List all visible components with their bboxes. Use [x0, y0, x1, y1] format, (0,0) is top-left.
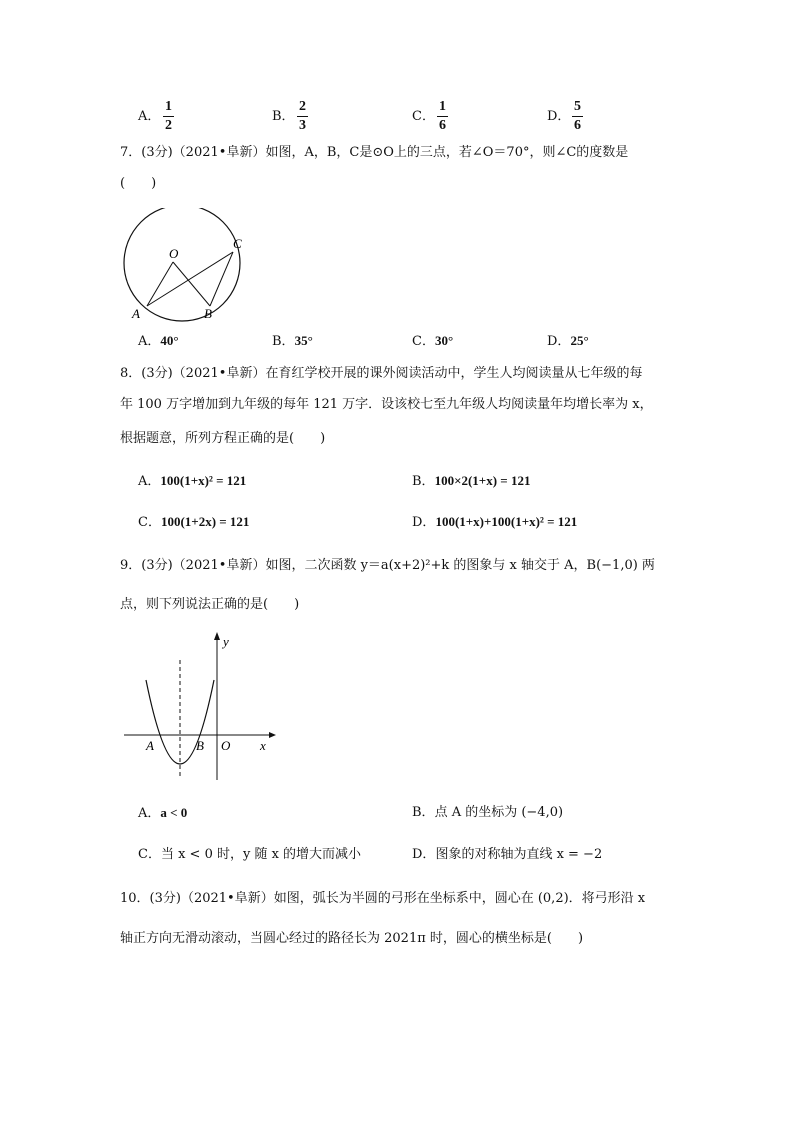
q9-option-c-value: 当 x < 0 时，y 随 x 的增大而减小 — [160, 847, 362, 862]
q6-option-c-fraction — [437, 100, 448, 133]
q9-stem-line1: 9．(3分)（2021•阜新）如图，二次函数 y＝a(x+2)²+k 的图象与 x 轴交于 A，B(−1,0) 两 — [120, 558, 655, 573]
q9-option-b-label: B． — [412, 805, 435, 820]
y-axis-arrow — [214, 632, 220, 640]
label-o: O — [169, 246, 179, 261]
q9-stem-line2: 点，则下列说法正确的是( ) — [120, 597, 300, 612]
segment-oa — [147, 262, 173, 306]
label-c: C — [233, 236, 242, 251]
label-b: B — [196, 738, 204, 753]
q7-option-a-label: A． — [138, 334, 161, 349]
q10-stem-line2: 轴正方向无滑动滚动，当圆心经过的路径长为 2021π 时，圆心的横坐标是( ) — [120, 931, 584, 946]
q8-stem-line3: 根据题意，所列方程正确的是( ) — [120, 431, 326, 446]
q8-option-b-label: B． — [412, 474, 435, 489]
q6-option-b-fraction — [297, 100, 308, 133]
q9-option-c-label: C． — [138, 847, 161, 862]
q6-option-a-denominator: 2 — [165, 118, 172, 133]
q9-option-c — [138, 848, 361, 861]
q6-option-c-denominator: 6 — [439, 118, 446, 133]
q9-option-b-value: 点 A 的坐标为 (−4,0) — [434, 805, 564, 820]
q7-option-d-label: D． — [547, 334, 571, 349]
q8-option-b-value: 100×2(1+x) = 121 — [434, 473, 531, 488]
label-a: A — [132, 306, 140, 321]
q9-option-d — [412, 848, 602, 861]
x-axis-arrow — [269, 732, 276, 738]
q7-option-c — [412, 334, 453, 348]
q9-option-a-value: a < 0 — [160, 805, 188, 820]
label-x: x — [260, 738, 266, 753]
q7-option-b-value: 35° — [294, 333, 313, 348]
q6-option-a-numerator: 1 — [163, 100, 174, 117]
q6-option-a-label: A． — [138, 109, 161, 124]
q8-option-a-label: A． — [138, 474, 161, 489]
label-o: O — [221, 738, 231, 753]
circle-o — [124, 208, 240, 321]
q8-option-d-label: D． — [412, 515, 436, 530]
q6-option-c-numerator: 1 — [437, 100, 448, 117]
segment-ac — [147, 252, 233, 306]
q6-option-b-denominator: 3 — [299, 118, 306, 133]
q9-option-a-label: A． — [138, 806, 161, 821]
q6-option-d-label: D． — [547, 109, 571, 124]
q7-option-a — [138, 334, 179, 348]
q7-option-c-label: C． — [412, 334, 435, 349]
q8-option-c — [138, 515, 249, 529]
q6-option-d-numerator: 5 — [572, 100, 583, 117]
label-a: A — [146, 738, 154, 753]
q9-option-a — [138, 806, 187, 820]
label-y: y — [223, 634, 229, 649]
q8-option-a — [138, 474, 246, 488]
q8-option-b — [412, 474, 530, 488]
q8-option-c-label: C． — [138, 515, 161, 530]
q8-stem-line2: 年 100 万字增加到九年级的每年 121 万字．设该校七至九年级人均阅读量年均增长率为 x， — [120, 397, 653, 412]
q7-option-b — [272, 334, 313, 348]
q7-option-c-value: 30° — [434, 333, 454, 348]
q6-option-b-label: B． — [272, 109, 295, 124]
label-b: B — [204, 306, 212, 321]
q7-circle-figure — [118, 208, 258, 324]
segment-bc — [210, 252, 233, 306]
q8-option-d — [412, 515, 577, 529]
q9-option-d-value: 图象的对称轴为直线 x = −2 — [435, 847, 603, 862]
segment-ob — [173, 262, 210, 306]
q9-option-b — [412, 806, 563, 819]
q6-option-c-label: C． — [412, 109, 435, 124]
q8-option-d-value: 100(1+x)+100(1+x)² = 121 — [435, 514, 578, 529]
q9-parabola-figure — [120, 630, 280, 785]
q8-option-c-value: 100(1+2x) = 121 — [160, 514, 250, 529]
q6-option-a-fraction — [163, 100, 174, 133]
q7-stem-line1: 7．(3分)（2021•阜新）如图，A，B，C是⊙O上的三点，若∠O＝70°，则∠C的度数是 — [120, 145, 629, 160]
q7-option-a-value: 40° — [160, 333, 179, 348]
q9-option-d-label: D． — [412, 847, 436, 862]
q7-option-d — [547, 334, 589, 348]
q7-option-d-value: 25° — [570, 333, 589, 348]
q10-stem-line1: 10．(3分)（2021•阜新）如图，弧长为半圆的弓形在坐标系中，圆心在 (0,2)．将弓形沿 x — [120, 891, 646, 906]
q7-stem-line2: ( ) — [120, 176, 157, 191]
q7-option-b-label: B． — [272, 334, 295, 349]
q8-option-a-value: 100(1+x)² = 121 — [160, 473, 247, 488]
q6-option-d-denominator: 6 — [574, 118, 581, 133]
q8-stem-line1: 8．(3分)（2021•阜新）在育红学校开展的课外阅读活动中，学生人均阅读量从七年级的每 — [120, 366, 643, 381]
q6-option-d-fraction — [572, 100, 583, 133]
q6-option-b-numerator: 2 — [297, 100, 308, 117]
